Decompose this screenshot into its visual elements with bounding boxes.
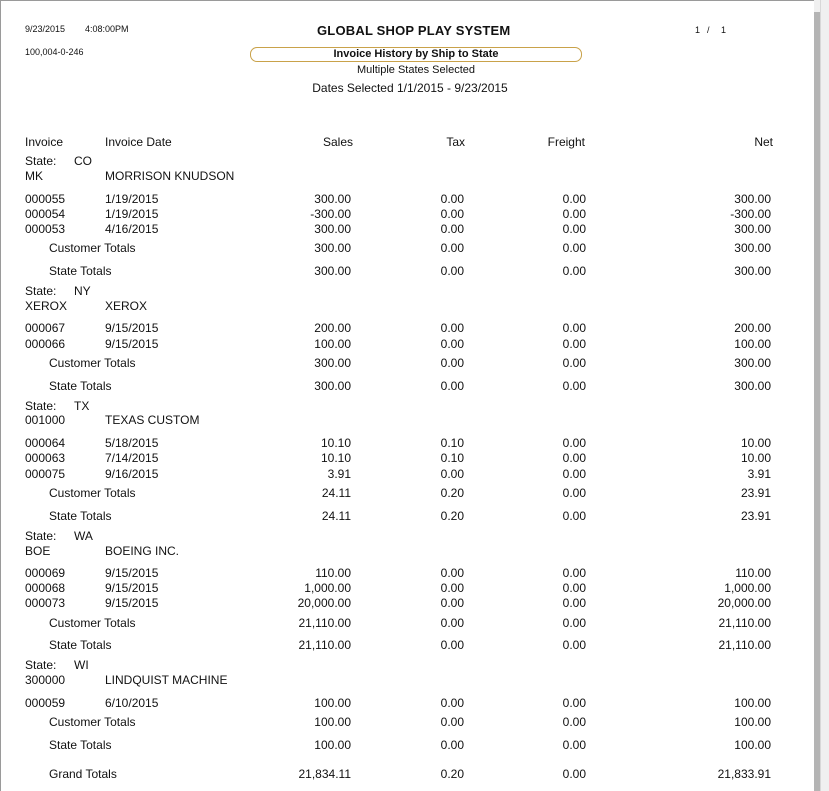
state-totals-sales: 300.00 — [314, 379, 351, 393]
invoice-row — [1, 566, 829, 580]
invoice-sales: 300.00 — [314, 222, 351, 236]
invoice-freight: 0.00 — [562, 192, 586, 206]
invoice-sales: 10.10 — [320, 436, 351, 450]
invoice-date: 5/18/2015 — [105, 436, 159, 450]
state-totals-row — [1, 264, 829, 278]
customer-totals-freight: 0.00 — [562, 356, 586, 370]
invoice-sales: 1,000.00 — [304, 581, 351, 595]
state-totals-net: 300.00 — [734, 379, 771, 393]
customer-name: TEXAS CUSTOM — [105, 413, 200, 427]
state-label: State: — [25, 284, 57, 298]
invoice-date: 9/15/2015 — [105, 596, 159, 610]
state-totals-net: 100.00 — [734, 738, 771, 752]
invoice-freight: 0.00 — [562, 321, 586, 335]
customer-header — [1, 413, 829, 427]
invoice-tax: 0.00 — [440, 222, 464, 236]
invoice-row — [1, 467, 829, 481]
column-header-row — [1, 135, 829, 149]
invoice-date: 9/15/2015 — [105, 321, 159, 335]
invoice-number: 000068 — [25, 581, 66, 595]
customer-totals-sales: 21,110.00 — [298, 616, 351, 630]
invoice-date: 1/19/2015 — [105, 207, 159, 221]
customer-header — [1, 169, 829, 183]
state-totals-net: 300.00 — [734, 264, 771, 278]
column-header-tax: Tax — [446, 135, 465, 149]
customer-code: MK — [25, 169, 43, 183]
column-header-net: Net — [754, 135, 773, 149]
customer-totals-tax: 0.00 — [440, 616, 464, 630]
dates-selected: Dates Selected 1/1/2015 - 9/23/2015 — [312, 81, 508, 95]
invoice-net: 100.00 — [734, 337, 771, 351]
state-header — [1, 284, 829, 298]
customer-name: XEROX — [105, 299, 148, 313]
customer-totals-tax: 0.00 — [440, 241, 464, 255]
page-current: 1 — [695, 25, 701, 35]
customer-totals-freight: 0.00 — [562, 616, 586, 630]
state-totals-sales: 24.11 — [321, 509, 351, 523]
customer-totals-label: Customer Totals — [49, 715, 136, 729]
report-subtitle: Multiple States Selected — [356, 64, 475, 76]
invoice-row — [1, 192, 829, 206]
state-totals-label: State Totals — [49, 379, 112, 393]
invoice-net: 1,000.00 — [724, 581, 771, 595]
invoice-row — [1, 222, 829, 236]
invoice-freight: 0.00 — [562, 222, 586, 236]
invoice-freight: 0.00 — [562, 436, 586, 450]
state-header — [1, 399, 829, 413]
grand-totals-label: Grand Totals — [49, 767, 117, 781]
state-totals-row — [1, 738, 829, 752]
system-name: GLOBAL SHOP PLAY SYSTEM — [317, 23, 511, 38]
customer-totals-net: 300.00 — [734, 241, 771, 255]
customer-totals-label: Customer Totals — [49, 241, 136, 255]
invoice-sales: 3.91 — [327, 467, 351, 481]
state-totals-freight: 0.00 — [562, 738, 586, 752]
invoice-net: 110.00 — [735, 566, 771, 580]
state-code: CO — [74, 154, 92, 168]
customer-header — [1, 544, 829, 558]
column-header-invoice: Invoice — [25, 135, 64, 149]
page-separator: / — [707, 25, 710, 35]
invoice-row — [1, 207, 829, 221]
customer-header — [1, 299, 829, 313]
invoice-row — [1, 581, 829, 595]
state-totals-label: State Totals — [49, 509, 112, 523]
invoice-tax: 0.10 — [440, 451, 464, 465]
state-totals-label: State Totals — [49, 738, 112, 752]
invoice-freight: 0.00 — [562, 451, 586, 465]
state-label: State: — [25, 399, 57, 413]
customer-totals-net: 21,110.00 — [718, 616, 771, 630]
customer-name: MORRISON KNUDSON — [105, 169, 235, 183]
invoice-tax: 0.00 — [440, 337, 464, 351]
invoice-date: 4/16/2015 — [105, 222, 159, 236]
invoice-number: 000064 — [25, 436, 66, 450]
customer-code: 300000 — [25, 673, 66, 687]
customer-totals-net: 100.00 — [734, 715, 771, 729]
state-totals-tax: 0.00 — [440, 379, 464, 393]
page-total: 1 — [721, 25, 727, 35]
customer-totals-sales: 300.00 — [314, 356, 351, 370]
customer-totals-sales: 24.11 — [321, 486, 351, 500]
invoice-freight: 0.00 — [562, 581, 586, 595]
invoice-number: 000066 — [25, 337, 66, 351]
state-totals-freight: 0.00 — [562, 509, 586, 523]
state-totals-net: 21,110.00 — [718, 638, 771, 652]
invoice-row — [1, 451, 829, 465]
state-totals-freight: 0.00 — [562, 264, 586, 278]
invoice-row — [1, 321, 829, 335]
customer-header — [1, 673, 829, 687]
invoice-net: 3.91 — [747, 467, 771, 481]
invoice-number: 000069 — [25, 566, 66, 580]
invoice-number: 000054 — [25, 207, 66, 221]
customer-totals-sales: 100.00 — [314, 715, 351, 729]
invoice-date: 9/15/2015 — [105, 337, 159, 351]
customer-totals-sales: 300.00 — [314, 241, 351, 255]
invoice-freight: 0.00 — [562, 696, 586, 710]
invoice-freight: 0.00 — [562, 207, 586, 221]
invoice-net: 200.00 — [734, 321, 771, 335]
invoice-tax: 0.00 — [440, 192, 464, 206]
customer-totals-tax: 0.00 — [440, 715, 464, 729]
invoice-sales: 300.00 — [314, 192, 351, 206]
invoice-freight: 0.00 — [562, 596, 586, 610]
invoice-tax: 0.00 — [440, 566, 464, 580]
invoice-net: 300.00 — [734, 192, 771, 206]
invoice-tax: 0.00 — [440, 596, 464, 610]
grand-totals-freight: 0.00 — [562, 767, 586, 781]
state-totals-tax: 0.00 — [440, 738, 464, 752]
customer-code: BOE — [25, 544, 51, 558]
print-time: 4:08:00PM — [85, 24, 129, 34]
grand-totals-row — [1, 767, 829, 781]
invoice-date: 1/19/2015 — [105, 192, 159, 206]
state-totals-row — [1, 379, 829, 393]
invoice-net: 100.00 — [734, 696, 771, 710]
invoice-sales: 100.00 — [314, 696, 351, 710]
state-totals-freight: 0.00 — [562, 379, 586, 393]
customer-totals-row — [1, 616, 829, 630]
column-header-invoice-date: Invoice Date — [105, 135, 172, 149]
invoice-sales: 100.00 — [314, 337, 351, 351]
state-label: State: — [25, 658, 57, 672]
customer-totals-freight: 0.00 — [562, 241, 586, 255]
customer-totals-row — [1, 486, 829, 500]
state-totals-tax: 0.20 — [440, 509, 464, 523]
state-totals-sales: 300.00 — [314, 264, 351, 278]
invoice-sales: 20,000.00 — [297, 596, 351, 610]
state-totals-sales: 100.00 — [314, 738, 351, 752]
grand-totals-net: 21,833.91 — [717, 767, 771, 781]
viewer-edge — [820, 0, 829, 791]
customer-totals-tax: 0.00 — [440, 356, 464, 370]
invoice-tax: 0.00 — [440, 321, 464, 335]
state-totals-row — [1, 638, 829, 652]
invoice-date: 9/15/2015 — [105, 566, 159, 580]
state-code: WI — [74, 658, 89, 672]
invoice-row — [1, 436, 829, 450]
customer-totals-label: Customer Totals — [49, 356, 136, 370]
invoice-date: 9/15/2015 — [105, 581, 159, 595]
invoice-tax: 0.00 — [440, 207, 464, 221]
state-label: State: — [25, 154, 57, 168]
state-totals-sales: 21,110.00 — [298, 638, 351, 652]
invoice-date: 9/16/2015 — [105, 467, 159, 481]
state-header — [1, 658, 829, 672]
customer-totals-label: Customer Totals — [49, 486, 136, 500]
column-header-freight: Freight — [547, 135, 585, 149]
customer-totals-label: Customer Totals — [49, 616, 136, 630]
customer-totals-row — [1, 356, 829, 370]
customer-totals-freight: 0.00 — [562, 715, 586, 729]
invoice-number: 000067 — [25, 321, 66, 335]
state-totals-label: State Totals — [49, 638, 112, 652]
state-code: TX — [74, 399, 90, 413]
state-code: WA — [74, 529, 93, 543]
invoice-number: 000063 — [25, 451, 66, 465]
invoice-number: 000059 — [25, 696, 66, 710]
invoice-sales: 10.10 — [320, 451, 351, 465]
customer-name: BOEING INC. — [105, 544, 180, 558]
state-totals-tax: 0.00 — [440, 264, 464, 278]
state-label: State: — [25, 529, 57, 543]
invoice-date: 6/10/2015 — [105, 696, 159, 710]
invoice-freight: 0.00 — [562, 566, 586, 580]
state-code: NY — [74, 284, 91, 298]
invoice-freight: 0.00 — [562, 467, 586, 481]
invoice-sales: 110.00 — [315, 566, 351, 580]
invoice-number: 000073 — [25, 596, 66, 610]
invoice-date: 7/14/2015 — [105, 451, 159, 465]
invoice-sales: -300.00 — [310, 207, 351, 221]
state-totals-tax: 0.00 — [440, 638, 464, 652]
invoice-tax: 0.00 — [440, 467, 464, 481]
state-totals-row — [1, 509, 829, 523]
invoice-number: 000053 — [25, 222, 66, 236]
state-header — [1, 154, 829, 168]
grand-totals-tax: 0.20 — [440, 767, 464, 781]
customer-name: LINDQUIST MACHINE — [105, 673, 228, 687]
invoice-row — [1, 337, 829, 351]
invoice-net: -300.00 — [730, 207, 771, 221]
customer-totals-row — [1, 715, 829, 729]
state-header — [1, 529, 829, 543]
invoice-number: 000075 — [25, 467, 66, 481]
state-totals-net: 23.91 — [740, 509, 771, 523]
customer-totals-net: 23.91 — [740, 486, 771, 500]
invoice-row — [1, 696, 829, 710]
grand-totals-sales: 21,834.11 — [298, 767, 351, 781]
invoice-number: 000055 — [25, 192, 66, 206]
invoice-sales: 200.00 — [314, 321, 351, 335]
invoice-tax: 0.00 — [440, 581, 464, 595]
state-totals-label: State Totals — [49, 264, 112, 278]
customer-code: XEROX — [25, 299, 68, 313]
column-header-sales: Sales — [322, 135, 353, 149]
customer-totals-freight: 0.00 — [562, 486, 586, 500]
invoice-net: 300.00 — [734, 222, 771, 236]
invoice-row — [1, 596, 829, 610]
invoice-tax: 0.10 — [440, 436, 464, 450]
report-title: Invoice History by Ship to State — [250, 47, 582, 62]
customer-totals-row — [1, 241, 829, 255]
customer-code: 001000 — [25, 413, 66, 427]
customer-totals-net: 300.00 — [734, 356, 771, 370]
invoice-net: 20,000.00 — [717, 596, 771, 610]
state-totals-freight: 0.00 — [562, 638, 586, 652]
invoice-tax: 0.00 — [440, 696, 464, 710]
print-date: 9/23/2015 — [25, 24, 66, 34]
customer-totals-tax: 0.20 — [440, 486, 464, 500]
report-id: 100,004-0-246 — [25, 47, 84, 57]
invoice-net: 10.00 — [740, 436, 771, 450]
invoice-freight: 0.00 — [562, 337, 586, 351]
invoice-net: 10.00 — [740, 451, 771, 465]
